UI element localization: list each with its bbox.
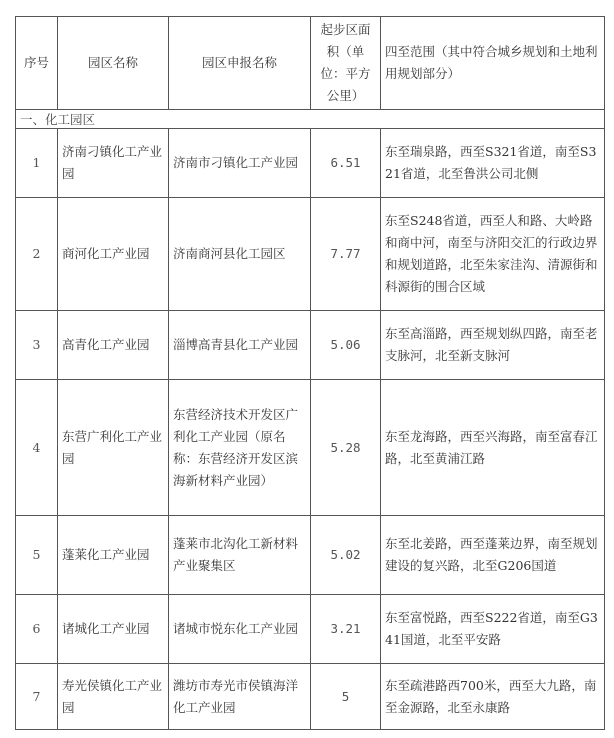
cell-area: 3.21 — [311, 595, 381, 664]
cell-declared-name: 淄博高青县化工产业园 — [169, 311, 311, 380]
cell-park-name: 商河化工产业园 — [58, 198, 169, 311]
table-row — [16, 664, 605, 730]
cell-area: 5 — [311, 664, 381, 730]
cell-declared-name: 诸城市悦东化工产业园 — [169, 595, 311, 664]
cell-declared-name: 济南商河县化工园区 — [169, 198, 311, 311]
cell-area: 7.77 — [311, 198, 381, 311]
cell-seq: 3 — [16, 311, 58, 380]
table-row — [16, 380, 605, 516]
cell-declared-name: 潍坊市寿光市侯镇海洋化工产业园 — [169, 664, 311, 730]
cell-declared-name: 东营经济技术开发区广利化工产业园（原名称：东营经济开发区滨海新材料产业园） — [169, 380, 311, 516]
cell-boundary: 东至疏港路西700米，西至大九路，南至金源路，北至永康路 — [381, 664, 605, 730]
table-row — [16, 595, 605, 664]
parks-table — [15, 16, 605, 730]
cell-area: 6.51 — [311, 129, 381, 198]
section-title: 一、化工园区 — [16, 110, 605, 129]
cell-boundary: 东至北姜路，西至蓬莱边界，南至规划建设的复兴路，北至G206国道 — [381, 516, 605, 595]
cell-seq: 6 — [16, 595, 58, 664]
cell-seq: 1 — [16, 129, 58, 198]
cell-seq: 4 — [16, 380, 58, 516]
cell-seq: 7 — [16, 664, 58, 730]
cell-boundary: 东至S248省道，西至人和路、大岭路和商中河，南至与济阳交汇的行政边界和规划道路，北至朱家洼沟、清源街和科源街的围合区域 — [381, 198, 605, 311]
header-declared-name: 园区申报名称 — [169, 17, 311, 110]
cell-boundary: 东至瑞泉路，西至S321省道，南至S321省道，北至鲁洪公司北侧 — [381, 129, 605, 198]
header-row — [16, 17, 605, 110]
section-row — [16, 110, 605, 129]
cell-area: 5.02 — [311, 516, 381, 595]
table-row — [16, 516, 605, 595]
header-seq: 序号 — [16, 17, 58, 110]
header-area: 起步区面积（单位：平方公里） — [311, 17, 381, 110]
cell-declared-name: 济南市刁镇化工产业园 — [169, 129, 311, 198]
cell-seq: 5 — [16, 516, 58, 595]
table-row — [16, 198, 605, 311]
cell-park-name: 高青化工产业园 — [58, 311, 169, 380]
cell-area: 5.28 — [311, 380, 381, 516]
cell-boundary: 东至高淄路，西至规划纵四路，南至老支脉河，北至新支脉河 — [381, 311, 605, 380]
cell-area: 5.06 — [311, 311, 381, 380]
cell-declared-name: 蓬莱市北沟化工新材料产业聚集区 — [169, 516, 311, 595]
cell-park-name: 东营广利化工产业园 — [58, 380, 169, 516]
header-park-name: 园区名称 — [58, 17, 169, 110]
cell-park-name: 蓬莱化工产业园 — [58, 516, 169, 595]
header-boundary: 四至范围（其中符合城乡规划和土地利用规划部分） — [381, 17, 605, 110]
table-row — [16, 311, 605, 380]
cell-park-name: 寿光侯镇化工产业园 — [58, 664, 169, 730]
cell-park-name: 济南刁镇化工产业园 — [58, 129, 169, 198]
cell-park-name: 诸城化工产业园 — [58, 595, 169, 664]
cell-boundary: 东至富悦路，西至S222省道，南至G341国道，北至平安路 — [381, 595, 605, 664]
cell-boundary: 东至龙海路，西至兴海路，南至富春江路，北至黄浦江路 — [381, 380, 605, 516]
table-row — [16, 129, 605, 198]
cell-seq: 2 — [16, 198, 58, 311]
